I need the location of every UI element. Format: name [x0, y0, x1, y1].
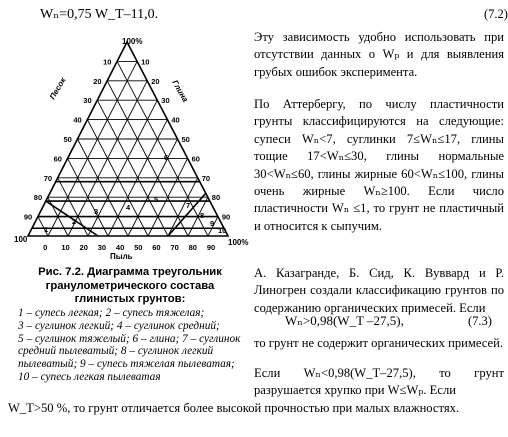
- bottom-tick-label: 40: [115, 243, 125, 252]
- figure-caption: Рис. 7.2. Диаграмма треугольник гранулометрического состава глинистых грунтов:: [38, 266, 222, 305]
- left-tick-label: 10: [103, 57, 112, 67]
- formula-7-3: Wₙ>0,98(W_T –27,5),: [285, 313, 404, 328]
- right-tick-label: 80: [211, 193, 221, 203]
- bottom-tick-label: 80: [188, 243, 197, 252]
- region-number: 3: [94, 207, 99, 216]
- region-number: 8: [200, 211, 205, 220]
- grid-line-right: [88, 100, 157, 236]
- region-number: 2: [72, 217, 77, 226]
- region-number: 7: [186, 201, 191, 210]
- grid-line-left: [117, 61, 211, 236]
- paragraph-high-strength: W_T>50 %, то грунт отличается более высокой прочностью при малых влажностях.: [8, 401, 460, 415]
- right-tick-label: 70: [201, 173, 211, 183]
- legend-line: 1 – супесь легкая; 2 – супесь тяжелая;: [18, 307, 205, 319]
- left-tick-label: 40: [73, 115, 82, 125]
- paragraph-casagrande: А. Казагранде, Б. Сид, К. Вуввард и Р. Линогрен создали классификацию грунтов по содержанию органических примесей. Если: [254, 266, 504, 315]
- region-number: 10: [218, 226, 227, 235]
- right-corner-label: 100%: [228, 238, 249, 247]
- paragraph-no-organic: то грунт не содержит органических примесей.: [254, 336, 503, 350]
- paragraph-atterberg: По Аттербергу, по числу пластичности грунты классифицируются на следующие: супеси Wₙ<7, суглинки 7≤Wₙ≤17, глины тощие 17<Wₙ≤30, глины нормальные 30<Wₙ≤60, глины жирные 60<Wₙ≤100, глины очень жирные Wₙ≥100. Если число пластичности Wₙ ≤1, то грунт не пластичный и относится к сыпучим.: [254, 97, 504, 233]
- legend-line: 3 – суглинок легкий; 4 – суглинок средний;: [18, 319, 220, 332]
- region-number: 6: [164, 153, 169, 162]
- region-number: 5: [154, 195, 159, 204]
- bottom-tick-label: 0: [43, 243, 48, 252]
- right-tick-label: 20: [151, 76, 160, 86]
- bottom-tick-label: 10: [61, 243, 70, 252]
- right-tick-label: 60: [191, 154, 200, 164]
- bottom-tick-label: 70: [170, 243, 179, 252]
- left-tick-label: 80: [33, 193, 43, 203]
- left-tick-label: 90: [23, 212, 33, 222]
- bottom-tick-label: 90: [206, 243, 216, 252]
- paragraph-brittle: Если Wₙ<0,98(W_T–27,5), то грунт разрушается хрупко при W≤Wₚ. Если: [254, 366, 504, 398]
- legend-line: 10 – супесь легкая пылеватая: [18, 370, 161, 383]
- bottom-tick-label: 60: [152, 243, 161, 252]
- region-number: 9: [210, 219, 215, 228]
- right-tick-label: 10: [141, 57, 150, 67]
- bottom-tick-label: 30: [97, 243, 107, 252]
- right-tick-label: 90: [221, 212, 231, 222]
- left-corner-label: 100: [14, 235, 28, 244]
- grid-line-left: [97, 100, 168, 236]
- left-tick-label: 20: [93, 76, 102, 86]
- equation-number-7-3: (7.3): [468, 314, 492, 328]
- formula-7-2: Wₙ=0,75 W_T–11,0.: [40, 7, 159, 22]
- right-tick-label: 50: [181, 135, 190, 144]
- right-axis-label: Глина: [170, 78, 190, 104]
- legend-line: 5 – суглинок тяжелый; 6 – глина; 7 – суглинок средний пылеватый; 8 – суглинок легкий: [18, 332, 241, 358]
- grid-line-left: [78, 139, 129, 236]
- left-tick-label: 30: [83, 96, 92, 106]
- figure-legend: [18, 307, 250, 384]
- equation-number-7-2: (7.2): [484, 7, 508, 21]
- legend-line: пылеватый; 9 – супесь тяжелая пылеватая;: [18, 358, 235, 371]
- right-tick-label: 30: [161, 96, 170, 106]
- right-tick-label: 40: [171, 115, 180, 125]
- region-number: 4: [126, 203, 131, 212]
- grid-line-right: [128, 139, 178, 236]
- left-tick-label: 70: [43, 173, 53, 183]
- left-tick-label: 60: [53, 154, 62, 164]
- left-tick-label: 50: [63, 135, 72, 144]
- bottom-tick-label: 20: [79, 243, 88, 252]
- bottom-tick-label: 50: [134, 243, 143, 252]
- granulometric-triangle-diagram: [14, 30, 252, 262]
- paragraph-dependency: Эту зависимость удобно использовать при отсутствии данных о Wₚ и для выявления грубых ошибок эксперимента.: [254, 30, 504, 79]
- bottom-axis-label: Пыль: [110, 252, 133, 261]
- left-axis-label: Песок: [47, 75, 68, 101]
- apex-label: 100%: [122, 37, 143, 46]
- region-number: 1: [44, 225, 49, 234]
